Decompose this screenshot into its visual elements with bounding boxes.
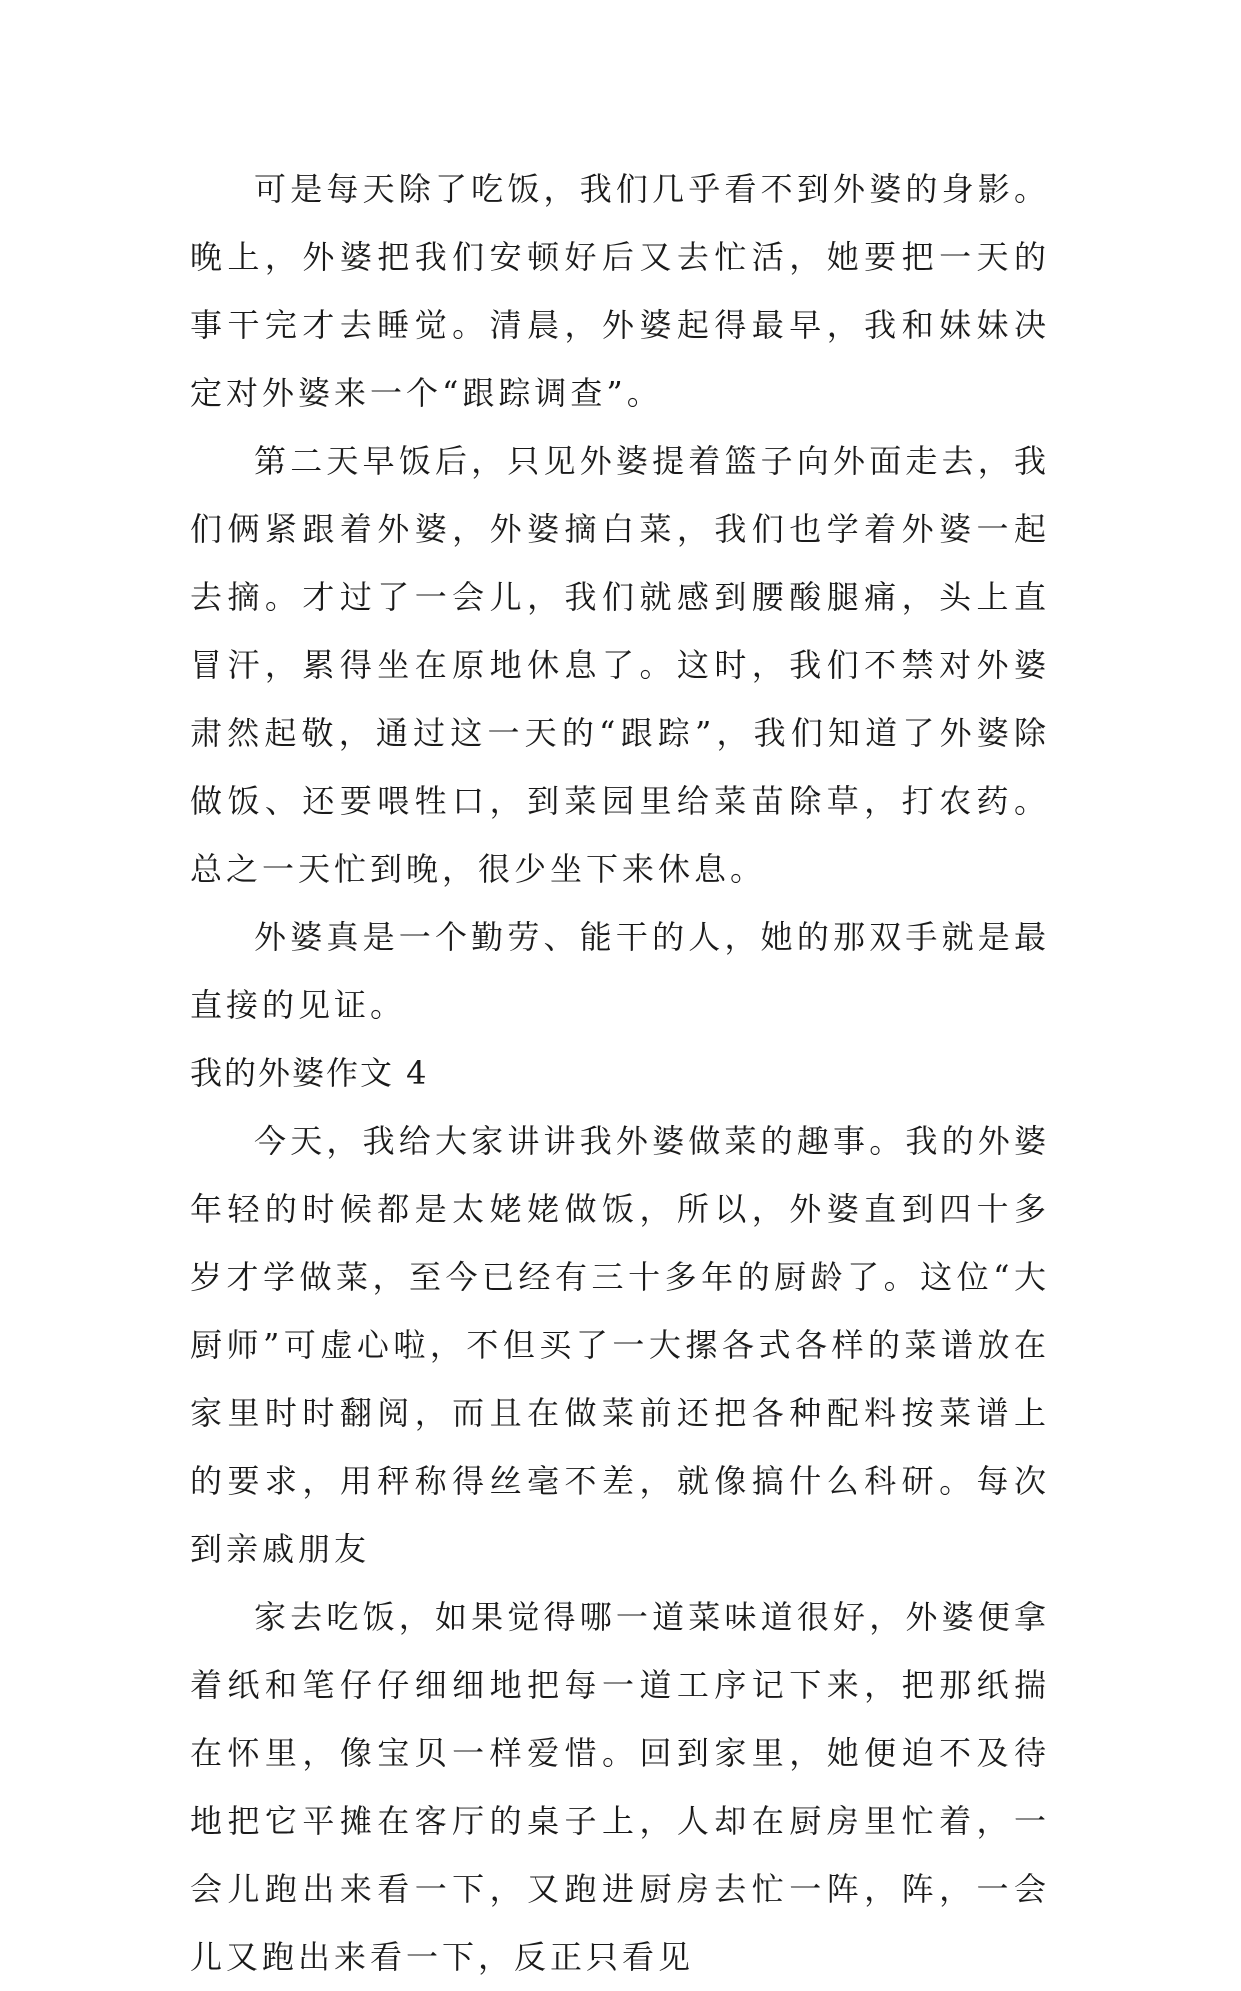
section-heading: 我的外婆作文 4 (190, 1054, 429, 1092)
paragraph-2: 第二天早饭后，只见外婆提着篮子向外面走去，我们俩紧跟着外婆，外婆摘白菜，我们也学着外婆一起去摘。才过了一会儿，我们就感到腰酸腿痛，头上直冒汗，累得坐在原地休息了。这时，我们不禁对外婆肃然起敬，通过这一天的“跟踪”，我们知道了外婆除做饭、还要喂牲口，到菜园里给菜苗除草，打农药。总之一天忙到晚，很少坐下来休息。 (190, 442, 1050, 888)
paragraph-5: 家去吃饭，如果觉得哪一道菜味道很好，外婆便拿着纸和笔仔仔细细地把每一道工序记下来，把那纸揣在怀里，像宝贝一样爱惜。回到家里，她便迫不及待地把它平摊在客厅的桌子上，人却在厨房里忙着，一会儿跑出来看一下，又跑进厨房去忙一阵，阵，一会儿又跑出来看一下，反正只看见 (190, 1598, 1050, 1976)
document-body (190, 155, 1050, 1991)
paragraph-3: 外婆真是一个勤劳、能干的人，她的那双手就是最直接的见证。 (190, 918, 1050, 1024)
paragraph-1: 可是每天除了吃饭，我们几乎看不到外婆的身影。晚上，外婆把我们安顿好后又去忙活，她要把一天的事干完才去睡觉。清晨，外婆起得最早，我和妹妹决定对外婆来一个“跟踪调查”。 (190, 170, 1050, 412)
paragraph-4: 今天，我给大家讲讲我外婆做菜的趣事。我的外婆年轻的时候都是太姥姥做饭，所以，外婆直到四十多岁才学做菜，至今已经有三十多年的厨龄了。这位“大厨师”可虚心啦，不但买了一大摞各式各样的菜谱放在家里时时翻阅，而且在做菜前还把各种配料按菜谱上的要求，用秤称得丝毫不差，就像搞什么科研。每次到亲戚朋友 (190, 1122, 1050, 1568)
